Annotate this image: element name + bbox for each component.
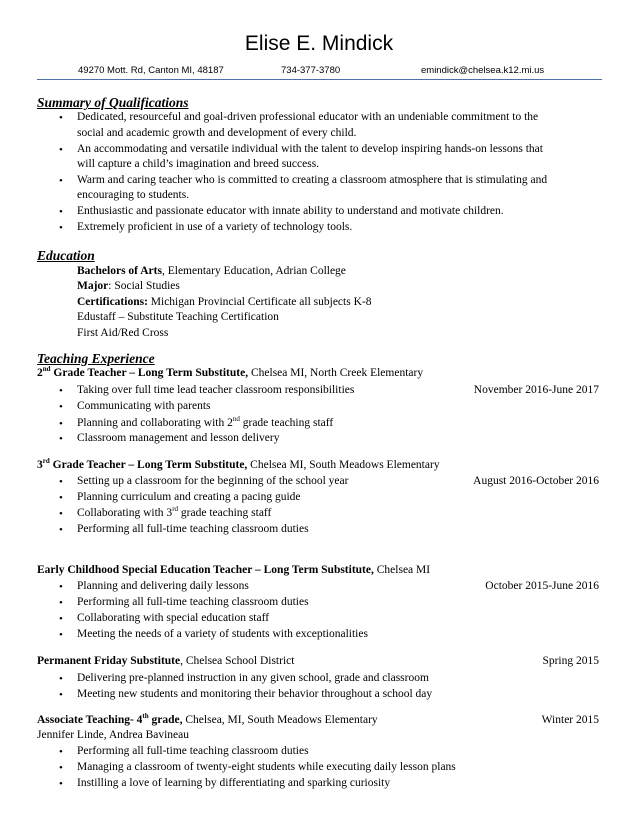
certifications-label: Certifications:	[77, 296, 148, 308]
job-duty: Meeting the needs of a variety of students with exceptionalities	[77, 628, 368, 640]
bullet-icon: •	[59, 689, 63, 701]
summary-line: Extremely proficient in use of a variety of technology tools.	[77, 221, 353, 233]
job-duty: Performing all full-time teaching classroom duties	[77, 596, 309, 608]
phone: 734-377-3780	[281, 65, 341, 76]
bullet-icon: •	[59, 418, 63, 430]
summary-line: Dedicated, resourceful and goal-driven professional educator with an undeniable commitment to the	[77, 111, 539, 123]
job-duty: Collaborating with special education staff	[77, 612, 270, 624]
bullet-icon: •	[59, 581, 63, 593]
bullet-icon: •	[59, 673, 63, 685]
major-line	[77, 280, 180, 292]
certifications-line	[77, 296, 371, 308]
job-title: Permanent Friday Substitute, Chelsea School District	[37, 655, 295, 667]
degree: Bachelors of Arts	[77, 265, 162, 277]
edustaff-line: Edustaff – Substitute Teaching Certification	[77, 311, 279, 323]
bullet-icon: •	[59, 778, 63, 790]
job-duty: Performing all full-time teaching classroom duties	[77, 745, 309, 757]
bullet-icon: •	[59, 476, 63, 488]
summary-line: An accommodating and versatile individual with the talent to develop inspiring hands-on lessons that	[77, 143, 543, 155]
bullet-icon: •	[59, 613, 63, 625]
job-duty: Planning and delivering daily lessons	[77, 580, 249, 592]
job-duty: Planning curriculum and creating a pacing guide	[77, 491, 301, 503]
bullet-icon: •	[59, 222, 63, 234]
bullet-icon: •	[59, 175, 63, 187]
bullet-icon: •	[59, 385, 63, 397]
summary-line: Warm and caring teacher who is committed to creating a classroom atmosphere that is stimulating and	[77, 174, 548, 186]
job-title: 2nd Grade Teacher – Long Term Substitute, Chelsea MI, North Creek Elementary	[37, 365, 424, 379]
job-title: Associate Teaching- 4th grade, Chelsea, MI, South Meadows Elementary	[37, 712, 378, 726]
job-duty: Setting up a classroom for the beginning of the school year	[77, 475, 349, 487]
bullet-icon: •	[59, 401, 63, 413]
bullet-icon: •	[59, 112, 63, 124]
candidate-name: Elise E. Mindick	[244, 32, 394, 55]
job-duty: Classroom management and lesson delivery	[77, 432, 280, 444]
summary-line: will capture a child’s imagination and breed success.	[77, 158, 320, 170]
bullet-icon: •	[59, 746, 63, 758]
job-dates: Winter 2015	[541, 714, 599, 726]
job-duty: Delivering pre-planned instruction in any given school, grade and classroom	[77, 672, 429, 684]
job-dates: August 2016-October 2016	[473, 475, 599, 487]
job-duty: Managing a classroom of twenty-eight students while executing daily lesson plans	[77, 761, 456, 773]
job-dates: November 2016-June 2017	[473, 384, 599, 396]
bullet-icon: •	[59, 629, 63, 641]
job-dates: October 2015-June 2016	[485, 580, 599, 592]
bullet-icon: •	[59, 597, 63, 609]
bullet-icon: •	[59, 492, 63, 504]
email: emindick@chelsea.k12.mi.us	[421, 65, 545, 76]
bullet-icon: •	[59, 144, 63, 156]
job-duty: Planning and collaborating with 2nd grade teaching staff	[77, 415, 334, 429]
summary-line: encouraging to students.	[77, 189, 190, 201]
job-duty: Collaborating with 3rd grade teaching staff	[77, 505, 272, 519]
degree-detail: , Elementary Education, Adrian College	[161, 265, 346, 277]
major-value: : Social Studies	[108, 280, 180, 292]
education-heading: Education	[37, 248, 95, 263]
mentor-names: Jennifer Linde, Andrea Bavineau	[37, 729, 189, 741]
summary-line: Enthusiastic and passionate educator with innate ability to understand and motivate children.	[77, 205, 504, 217]
bullet-icon: •	[59, 433, 63, 445]
bullet-icon: •	[59, 762, 63, 774]
summary-line: social and academic growth and development of every child.	[77, 127, 357, 139]
address: 49270 Mott. Rd, Canton MI, 48187	[78, 65, 224, 76]
major-label: Major	[77, 280, 109, 292]
job-title: Early Childhood Special Education Teacher – Long Term Substitute, Chelsea MI	[37, 564, 431, 576]
certifications-value: Michigan Provincial Certificate all subjects K-8	[147, 296, 372, 308]
summary-heading: Summary of Qualifications	[37, 95, 189, 110]
job-duty: Communicating with parents	[77, 400, 211, 412]
experience-heading: Teaching Experience	[37, 351, 155, 366]
first-aid-line: First Aid/Red Cross	[77, 327, 169, 339]
bullet-icon: •	[59, 508, 63, 520]
job-duty: Taking over full time lead teacher classroom responsibilities	[77, 384, 355, 396]
job-duty: Instilling a love of learning by differentiating and sparking curiosity	[77, 777, 391, 789]
bullet-icon: •	[59, 524, 63, 536]
bullet-icon: •	[59, 206, 63, 218]
header-divider	[37, 79, 602, 80]
job-dates: Spring 2015	[542, 655, 599, 667]
job-title: 3rd Grade Teacher – Long Term Substitute, Chelsea MI, South Meadows Elementary	[37, 457, 440, 471]
job-duty: Performing all full-time teaching classroom duties	[77, 523, 309, 535]
degree-line	[77, 265, 346, 277]
job-duty: Meeting new students and monitoring their behavior throughout a school day	[77, 688, 433, 700]
